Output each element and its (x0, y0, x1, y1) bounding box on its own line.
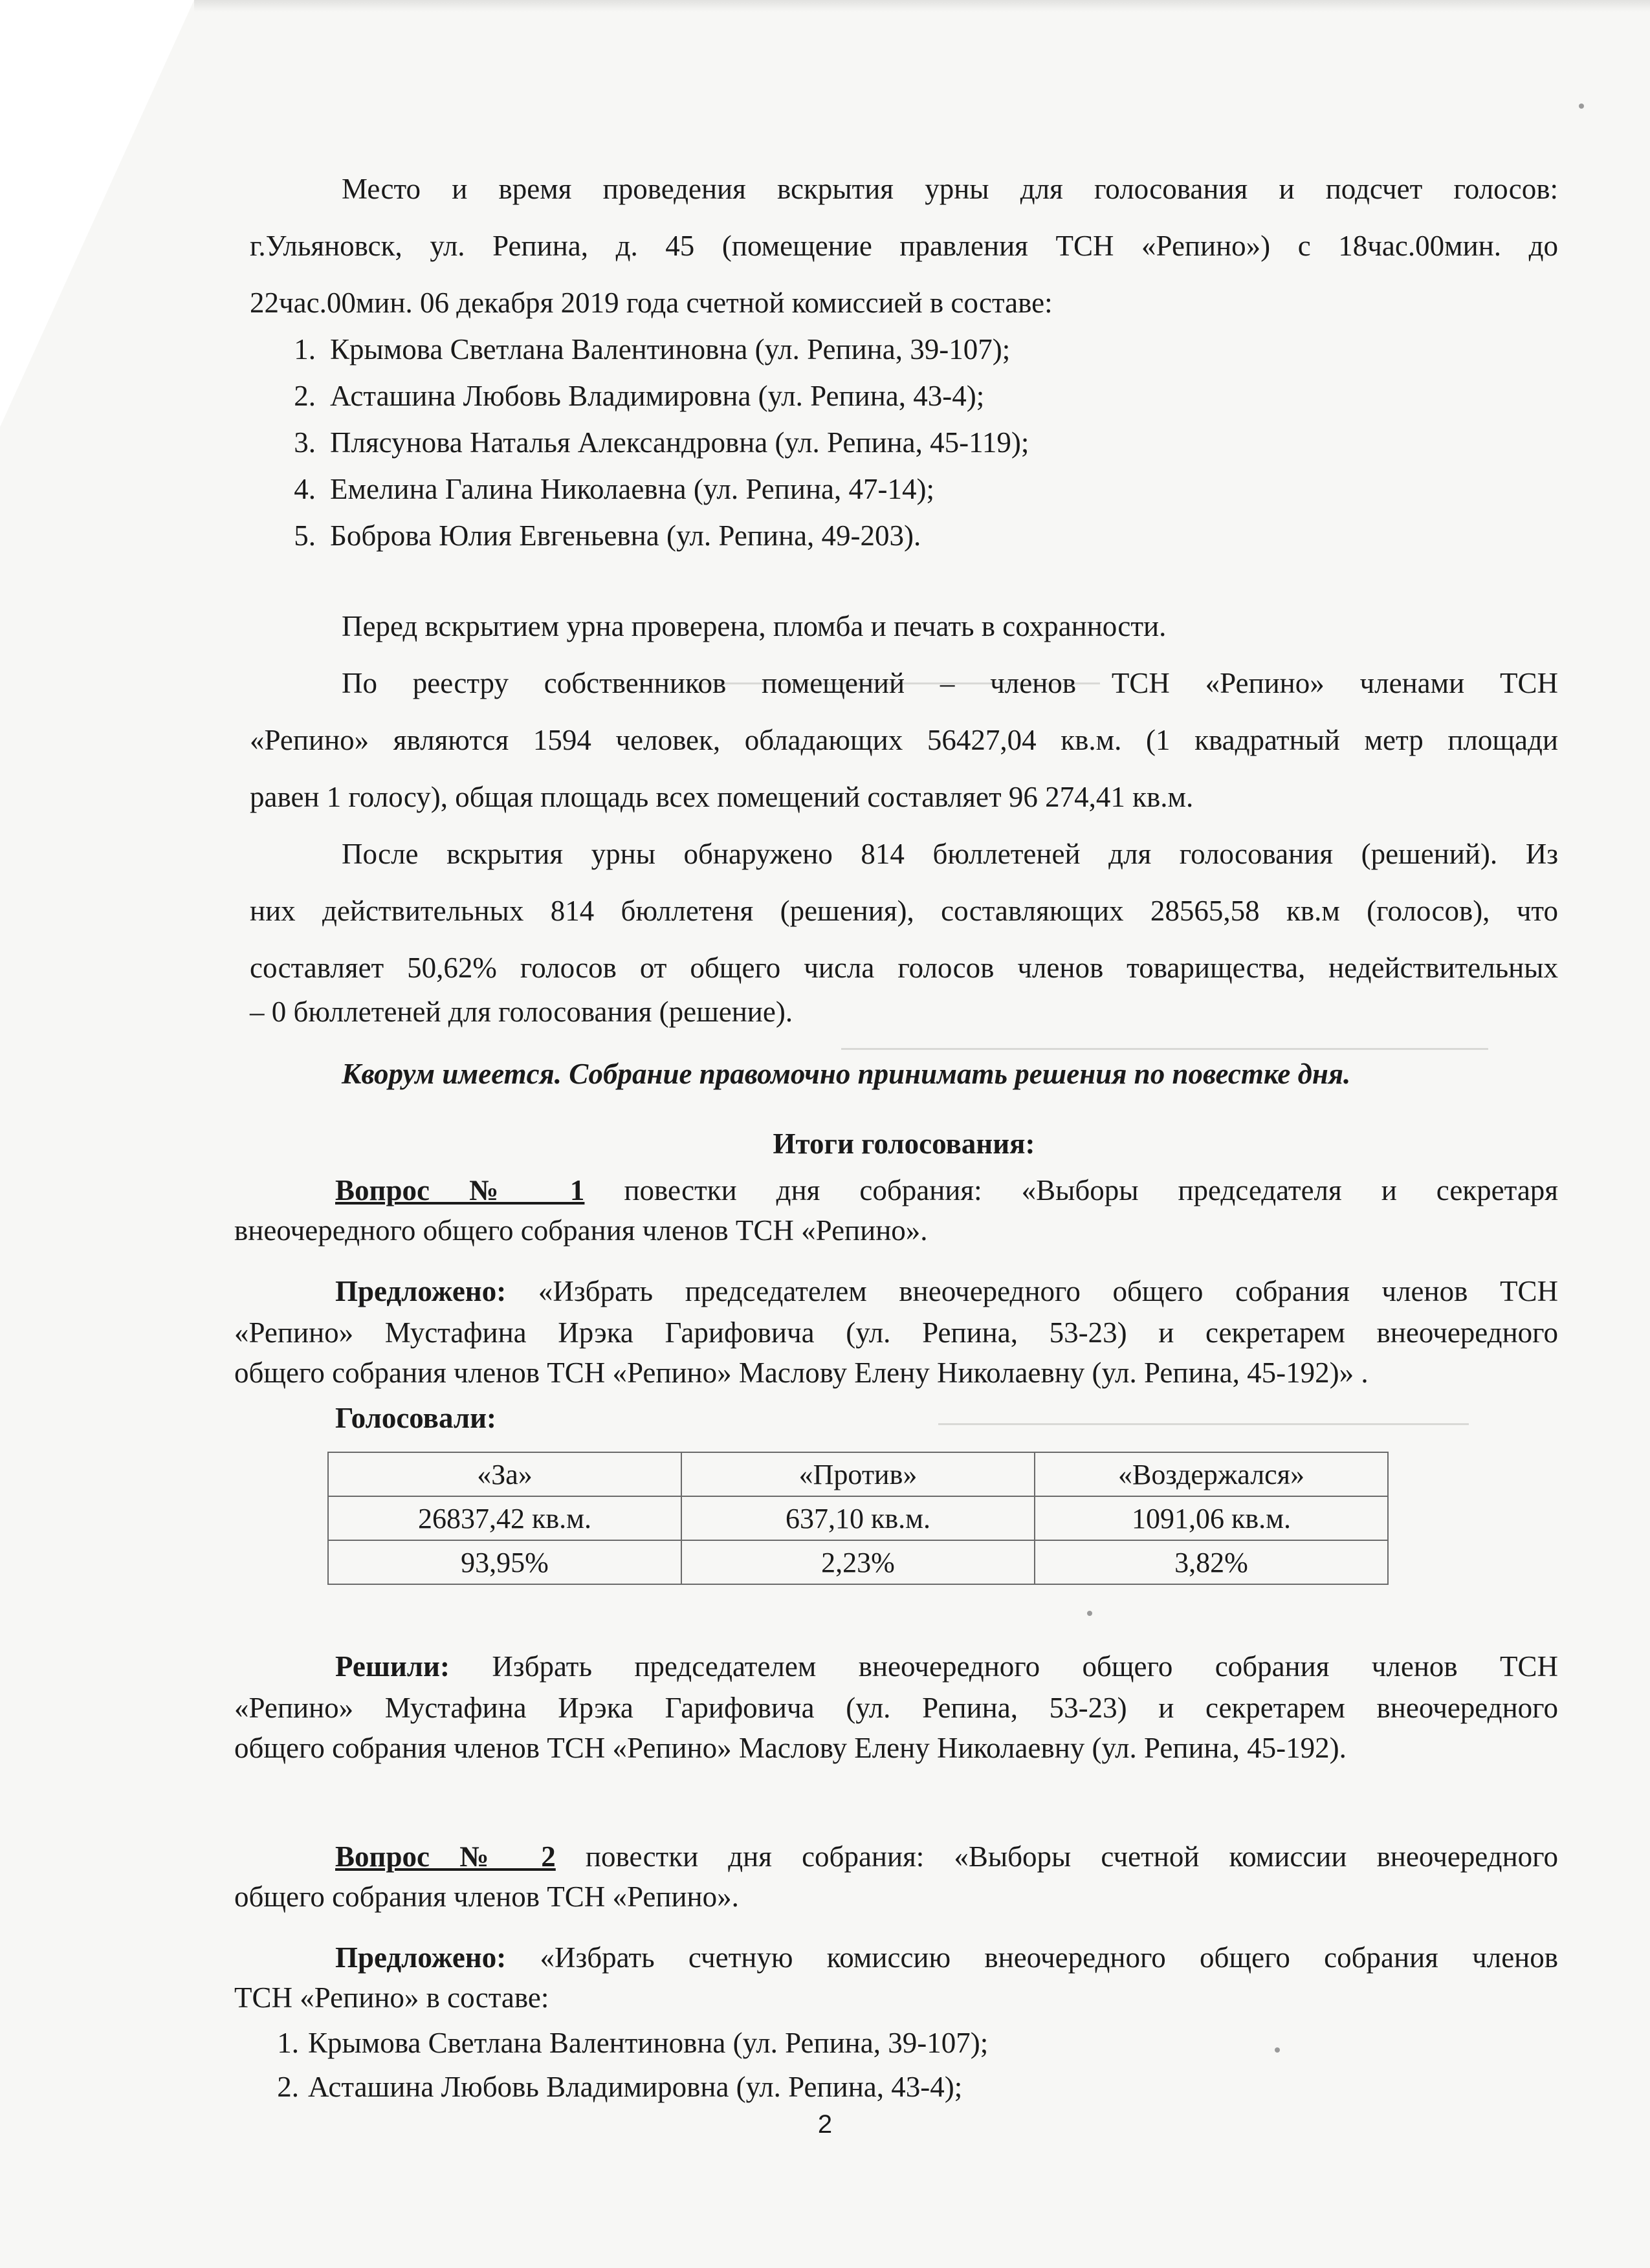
table-cell: «За» (328, 1452, 681, 1496)
para3-line2: «Репино» являются 1594 человек, обладающих 56427,04 кв.м. (1 квадратный метр площади (250, 724, 1558, 756)
para4-line2: них действительных 814 бюллетеня (решения), составляющих 28565,58 кв.м (голосов), что (250, 895, 1558, 927)
list-item: 3. Плясунова Наталья Александровна (ул. Репина, 45-119); (294, 426, 1029, 459)
table-row (328, 1540, 1388, 1584)
table-cell: «Против» (681, 1452, 1035, 1496)
list-item: 5. Боброва Юлия Евгеньевна (ул. Репина, 49-203). (294, 519, 921, 552)
para4-line4: – 0 бюллетеней для голосования (решение). (250, 996, 793, 1028)
decision1-line3: общего собрания членов ТСН «Репино» Маслову Елену Николаевну (ул. Репина, 45-192). (234, 1732, 1347, 1764)
table-cell: 93,95% (328, 1540, 681, 1584)
table-row (328, 1496, 1388, 1540)
table-cell: «Воздержался» (1035, 1452, 1388, 1496)
table-cell: 26837,42 кв.м. (328, 1496, 681, 1540)
para3-line3: равен 1 голосу), общая площадь всех помещений составляет 96 274,41 кв.м. (250, 781, 1194, 813)
question2-label: Вопрос № 2 (335, 1840, 556, 1873)
question1-line2: внеочередного общего собрания членов ТСН «Репино». (234, 1214, 928, 1247)
decision1-line2: «Репино» Мустафина Ирэка Гарифовича (ул. Репина, 53-23) и секретарем внеочередного (234, 1692, 1558, 1724)
voted-label: Голосовали: (335, 1402, 497, 1434)
para4-line1: После вскрытия урны обнаружено 814 бюллетеней для голосования (решений). Из (342, 838, 1558, 870)
quorum-statement: Кворум имеется. Собрание правомочно принимать решения по повестке дня. (342, 1058, 1351, 1090)
decided-label: Решили: (335, 1650, 450, 1683)
para1-line1: Место и время проведения вскрытия урны для голосования и подсчет голосов: (342, 173, 1558, 205)
para1-line3: 22час.00мин. 06 декабря 2019 года счетной комиссией в составе: (250, 287, 1053, 319)
list-item: 2. Асташина Любовь Владимировна (ул. Репина, 43-4); (277, 2071, 963, 2103)
para2: Перед вскрытием урна проверена, пломба и печать в сохранности. (342, 610, 1167, 642)
para4-line3: составляет 50,62% голосов от общего числа голосов членов товарищества, недействительных (250, 952, 1558, 984)
question2-line1: Вопрос № 2 повестки дня собрания: «Выборы счетной комиссии внеочередного (335, 1840, 1559, 1873)
proposal1-line3: общего собрания членов ТСН «Репино» Маслову Елену Николаевну (ул. Репина, 45-192)» . (234, 1357, 1369, 1389)
para3-line1: По реестру собственников помещений – членов ТСН «Репино» членами ТСН (342, 667, 1558, 699)
table-cell: 1091,06 кв.м. (1035, 1496, 1388, 1540)
table-cell: 3,82% (1035, 1540, 1388, 1584)
question1-line1: Вопрос № 1 повестки дня собрания: «Выборы председателя и секретаря (335, 1174, 1559, 1206)
decision1-line1: Решили: Избрать председателем внеочередного общего собрания членов ТСН (335, 1650, 1559, 1683)
list-item: 1. Крымова Светлана Валентиновна (ул. Репина, 39-107); (277, 2027, 989, 2059)
question1-label: Вопрос № 1 (335, 1174, 585, 1206)
table-cell: 2,23% (681, 1540, 1035, 1584)
list-item: 1. Крымова Светлана Валентиновна (ул. Репина, 39-107); (294, 333, 1011, 365)
list-item: 2. Асташина Любовь Владимировна (ул. Репина, 43-4); (294, 380, 985, 412)
proposal2-line2: ТСН «Репино» в составе: (234, 1981, 549, 2014)
para1-line2: г.Ульяновск, ул. Репина, д. 45 (помещение правления ТСН «Репино») с 18час.00мин. до (250, 230, 1558, 262)
proposal1-line2: «Репино» Мустафина Ирэка Гарифовича (ул. Репина, 53-23) и секретарем внеочередного (234, 1316, 1558, 1349)
proposal2-line1: Предложено: «Избрать счетную комиссию внеочередного общего собрания членов (335, 1941, 1558, 1974)
page-number: 2 (817, 2110, 833, 2139)
table-row (328, 1452, 1388, 1496)
proposal1-line1: Предложено: «Избрать председателем внеочередного общего собрания членов ТСН (335, 1275, 1558, 1307)
list-item: 4. Емелина Галина Николаевна (ул. Репина, 47-14); (294, 473, 934, 505)
table-cell: 637,10 кв.м. (681, 1496, 1035, 1540)
proposed-label: Предложено: (335, 1275, 507, 1307)
results-title: Итоги голосования: (773, 1128, 1035, 1160)
votes-table (327, 1452, 1389, 1585)
proposed-label-2: Предложено: (335, 1941, 507, 1974)
question2-line2: общего собрания членов ТСН «Репино». (234, 1881, 739, 1913)
